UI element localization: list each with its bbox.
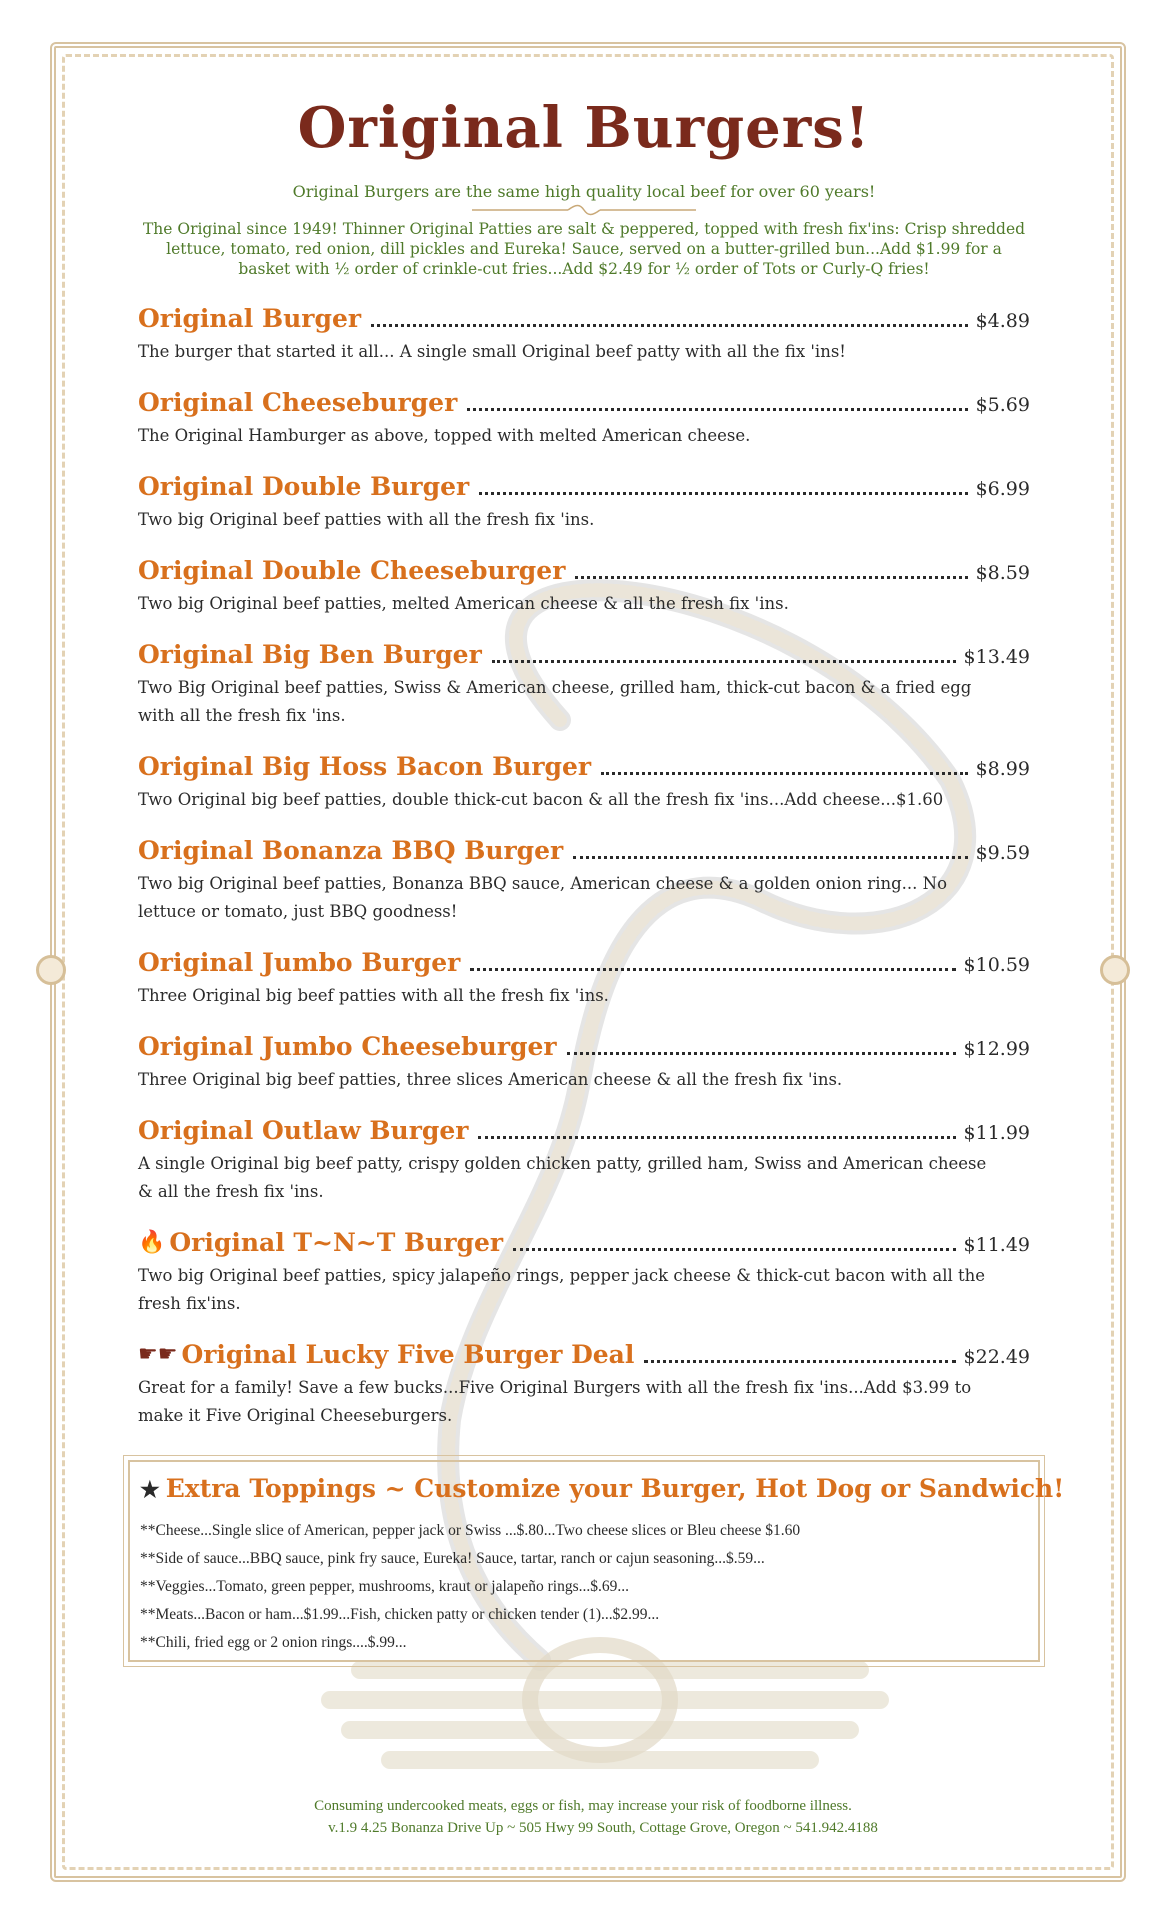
item-price: $22.49 <box>963 1346 1030 1368</box>
item-name: Original Big Hoss Bacon Burger <box>138 752 592 781</box>
dot-leader <box>567 1052 956 1055</box>
item-description: Two big Original beef patties, melted American cheese & all the fresh fix 'ins. <box>138 594 789 613</box>
menu-item <box>138 1030 1030 1094</box>
item-description: The burger that started it all... A single small Original beef patty with all the fix 'ins! <box>138 342 846 361</box>
toppings-title-text: Extra Toppings ~ Customize your Burger, Hot Dog or Sandwich! <box>165 1474 1065 1503</box>
item-description: Two Original big beef patties, double thick-cut bacon & all the fresh fix 'ins...Add cheese...$1.60 <box>138 790 944 809</box>
item-name: Original Outlaw Burger <box>138 1116 469 1145</box>
left-ornament-icon <box>36 955 66 985</box>
dot-leader <box>575 576 967 579</box>
item-price: $11.99 <box>963 1122 1030 1144</box>
item-description: Three Original big beef patties with all the fresh fix 'ins. <box>138 986 609 1005</box>
item-name: Original Burger <box>138 304 362 333</box>
item-name: Original Double Burger <box>138 472 470 501</box>
pointing-hands-icon: ☛☛ <box>138 1342 178 1367</box>
menu-item <box>138 302 1030 366</box>
item-description: Two big Original beef patties, spicy jalapeño rings, pepper jack cheese & thick-cut bacon with all the fresh fix'ins. <box>138 1266 986 1313</box>
topping-line: **Meats...Bacon or ham...$1.99...Fish, chicken patty or chicken tender (1)...$2.99... <box>140 1606 660 1623</box>
dot-leader <box>513 1248 955 1251</box>
item-price: $11.49 <box>963 1234 1030 1256</box>
footer-warning: Consuming undercooked meats, eggs or fish, may increase your risk of foodborne illness. <box>314 1798 852 1814</box>
item-description: Two big Original beef patties with all the fresh fix 'ins. <box>138 510 595 529</box>
toppings-title <box>140 1474 1064 1503</box>
intro-text: The Original since 1949! Thinner Original Patties are salt & peppered, topped with fresh fix'ins: Crisp shredded lettuce, tomato, red onion, dill pickles and Eureka! Sauce, served on a butter-grilled bun...Add $1.99 for a basket with ½ order of crinkle-cut fries...Add $2.49 for ½ order of Tots or Curly-Q fries! <box>142 220 1026 278</box>
item-name: Original Jumbo Burger <box>138 948 461 977</box>
extra-toppings-box <box>128 1460 1065 1662</box>
dot-leader <box>644 1360 955 1363</box>
star-icon: ★ <box>140 1477 160 1503</box>
topping-line: **Veggies...Tomato, green pepper, mushrooms, kraut or jalapeño rings...$.69... <box>140 1578 630 1595</box>
item-name: Original Lucky Five Burger Deal <box>181 1340 635 1369</box>
topping-line: **Cheese...Single slice of American, pepper jack or Swiss ...$.80...Two cheese slices or Bleu cheese $1.60 <box>140 1522 801 1539</box>
item-name: Original T~N~T Burger <box>169 1228 504 1257</box>
flame-icon: 🔥 <box>138 1230 166 1255</box>
item-name: Original Bonanza BBQ Burger <box>138 836 564 865</box>
dot-leader <box>601 772 967 775</box>
dot-leader <box>492 660 956 663</box>
item-price: $8.59 <box>975 562 1030 584</box>
flourish-divider-icon <box>468 204 700 216</box>
right-ornament-icon <box>1100 955 1130 985</box>
topping-line: **Side of sauce...BBQ sauce, pink fry sauce, Eureka! Sauce, tartar, ranch or cajun seasoning...$.59... <box>140 1550 765 1567</box>
item-price: $4.89 <box>975 310 1030 332</box>
item-price: $5.69 <box>975 394 1030 416</box>
menu-item <box>138 834 1030 926</box>
item-name: Original Big Ben Burger <box>138 640 482 669</box>
dot-leader <box>573 856 967 859</box>
page-title: Original Burgers! <box>297 95 871 161</box>
dot-leader <box>371 324 968 327</box>
menu-item <box>138 1338 1030 1430</box>
item-description: A single Original big beef patty, crispy golden chicken patty, grilled ham, Swiss and American cheese & all the fresh fix 'ins. <box>138 1154 987 1201</box>
item-description: Two big Original beef patties, Bonanza BBQ sauce, American cheese & a golden onion ring... No lettuce or tomato, just BBQ goodness! <box>138 874 948 921</box>
menu-item <box>138 554 1030 618</box>
item-price: $6.99 <box>975 478 1030 500</box>
menu-item <box>138 1114 1030 1206</box>
dot-leader <box>479 492 967 495</box>
item-description: Great for a family! Save a few bucks...Five Original Burgers with all the fresh fix 'ins...Add $3.99 to make it Five Original Cheeseburgers. <box>138 1378 972 1425</box>
item-name: Original Cheeseburger <box>138 388 458 417</box>
item-price: $9.59 <box>975 842 1030 864</box>
dot-leader <box>470 968 955 971</box>
menu-item <box>138 386 1030 450</box>
menu-item <box>138 750 1030 814</box>
menu-item <box>138 470 1030 534</box>
item-price: $12.99 <box>963 1038 1030 1060</box>
menu-item <box>138 946 1030 1010</box>
item-price: $10.59 <box>963 954 1030 976</box>
item-name: Original Double Cheeseburger <box>138 556 566 585</box>
dot-leader <box>467 408 967 411</box>
item-price: $13.49 <box>963 646 1030 668</box>
item-description: Three Original big beef patties, three slices American cheese & all the fresh fix 'ins. <box>138 1070 843 1089</box>
item-price: $8.99 <box>975 758 1030 780</box>
item-description: Two Big Original beef patties, Swiss & American cheese, grilled ham, thick-cut bacon & a fried egg with all the fresh fix 'ins. <box>138 678 972 725</box>
footer-info: v.1.9 4.25 Bonanza Drive Up ~ 505 Hwy 99 South, Cottage Grove, Oregon ~ 541.942.4188 <box>328 1820 878 1836</box>
subtitle: Original Burgers are the same high quality local beef for over 60 years! <box>292 182 876 201</box>
dot-leader <box>478 1136 955 1139</box>
item-description: The Original Hamburger as above, topped with melted American cheese. <box>138 426 751 445</box>
menu-item <box>138 638 1030 730</box>
item-name: Original Jumbo Cheeseburger <box>138 1032 557 1061</box>
menu-item <box>138 1226 1030 1318</box>
topping-line: **Chili, fried egg or 2 onion rings....$.99... <box>140 1634 407 1651</box>
